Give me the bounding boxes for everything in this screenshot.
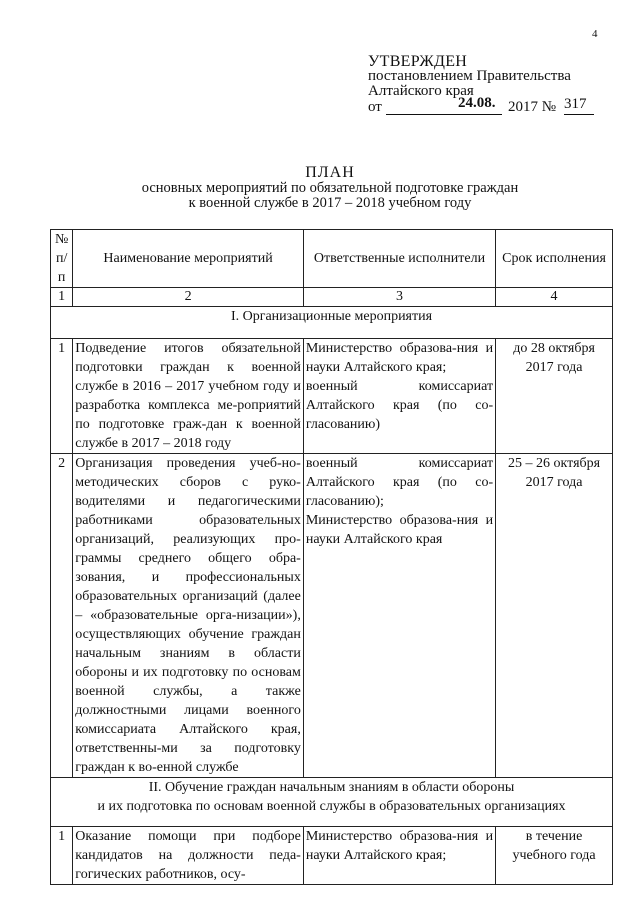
row-exec-1: Министерство образова-ния и науки Алтайского края; xyxy=(305,341,494,375)
plan-table xyxy=(50,229,613,885)
index-cell: 4 xyxy=(496,288,613,307)
table-header-row xyxy=(51,230,613,288)
row-exec xyxy=(303,827,495,885)
row-num: 1 xyxy=(51,827,73,885)
row-exec xyxy=(303,454,495,778)
row-name: Организация проведения учеб-но-методических сборов с руко-водителями и педагогическими работниками образовательных организаций, реализующих про-граммы среднего общего обра-зования, и профессиональных образовательных организаций (далее – «образовательные орга-низации»), осуществляющих обучение граждан начальным знаниям в области обороны и их подготовку по основам военной службы, а также должностными лицами военного комиссариата Алтайского края, ответственны-ми за подготовку граждан к во-енной службе xyxy=(73,454,304,778)
plan-title xyxy=(80,165,580,211)
section-1-row xyxy=(51,307,613,339)
table-row xyxy=(51,339,613,454)
row-num: 2 xyxy=(51,454,73,778)
approval-date-line xyxy=(368,95,618,118)
header-term: Срок исполнения xyxy=(496,230,613,288)
plan-title-line-1: основных мероприятий по обязательной подготовке граждан xyxy=(141,180,519,196)
row-name: Оказание помощи при подборе кандидатов на должности педа-гогических работников, осу- xyxy=(73,827,304,885)
approval-line-2: Алтайского края xyxy=(368,83,474,99)
number-underline xyxy=(564,114,594,115)
header-exec: Ответственные исполнители xyxy=(303,230,495,288)
section-2-title-line-1: II. Обучение граждан начальным знаниям в области обороны xyxy=(148,780,515,795)
section-2-title xyxy=(51,778,613,827)
header-num: № п/п xyxy=(51,230,73,288)
row-name: Подведение итогов обязательной подготовки граждан к военной службе в 2016 – 2017 учебном году и разработка комплекса ме-роприятий по подготовке граж-дан к военной службе в 2017 – 2018 году xyxy=(73,339,304,454)
approval-number: 317 xyxy=(564,96,587,112)
header-name: Наименование мероприятий xyxy=(73,230,304,288)
section-2-title-line-2: и их подготовка по основам военной службы в образовательных организациях xyxy=(97,799,566,814)
row-exec-2: военный комиссариат Алтайского края (по со-гласованию) xyxy=(305,379,494,432)
approval-year: 2017 № xyxy=(508,99,557,115)
index-cell: 2 xyxy=(73,288,304,307)
approval-date-prefix: от xyxy=(368,99,382,115)
approval-date: 24.08. xyxy=(458,95,496,111)
row-exec-1: Министерство образова-ния и науки Алтайского края; xyxy=(305,829,494,863)
table-index-row xyxy=(51,288,613,307)
approval-heading: УТВЕРЖДЕН xyxy=(368,53,468,70)
row-exec-1: военный комиссариат Алтайского края (по со-гласованию); xyxy=(305,456,494,509)
row-exec xyxy=(303,339,495,454)
row-exec-2: Министерство образова-ния и науки Алтайского края xyxy=(305,513,494,547)
page-number: 4 xyxy=(592,28,598,40)
plan-title-line-2: к военной службе в 2017 – 2018 учебном году xyxy=(188,195,472,211)
row-num: 1 xyxy=(51,339,73,454)
section-2-row xyxy=(51,778,613,827)
section-1-title: I. Организационные мероприятия xyxy=(51,307,613,339)
row-term: 25 – 26 октября 2017 года xyxy=(496,454,613,778)
plan-title-main: ПЛАН xyxy=(305,164,355,181)
index-cell: 3 xyxy=(303,288,495,307)
row-term: до 28 октября 2017 года xyxy=(496,339,613,454)
index-cell: 1 xyxy=(51,288,73,307)
approval-line-1: постановлением Правительства xyxy=(368,68,571,84)
table-row xyxy=(51,827,613,885)
approval-stamp xyxy=(368,54,618,118)
row-term: в течение учебного года xyxy=(496,827,613,885)
date-underline xyxy=(386,114,502,115)
table-row xyxy=(51,454,613,778)
